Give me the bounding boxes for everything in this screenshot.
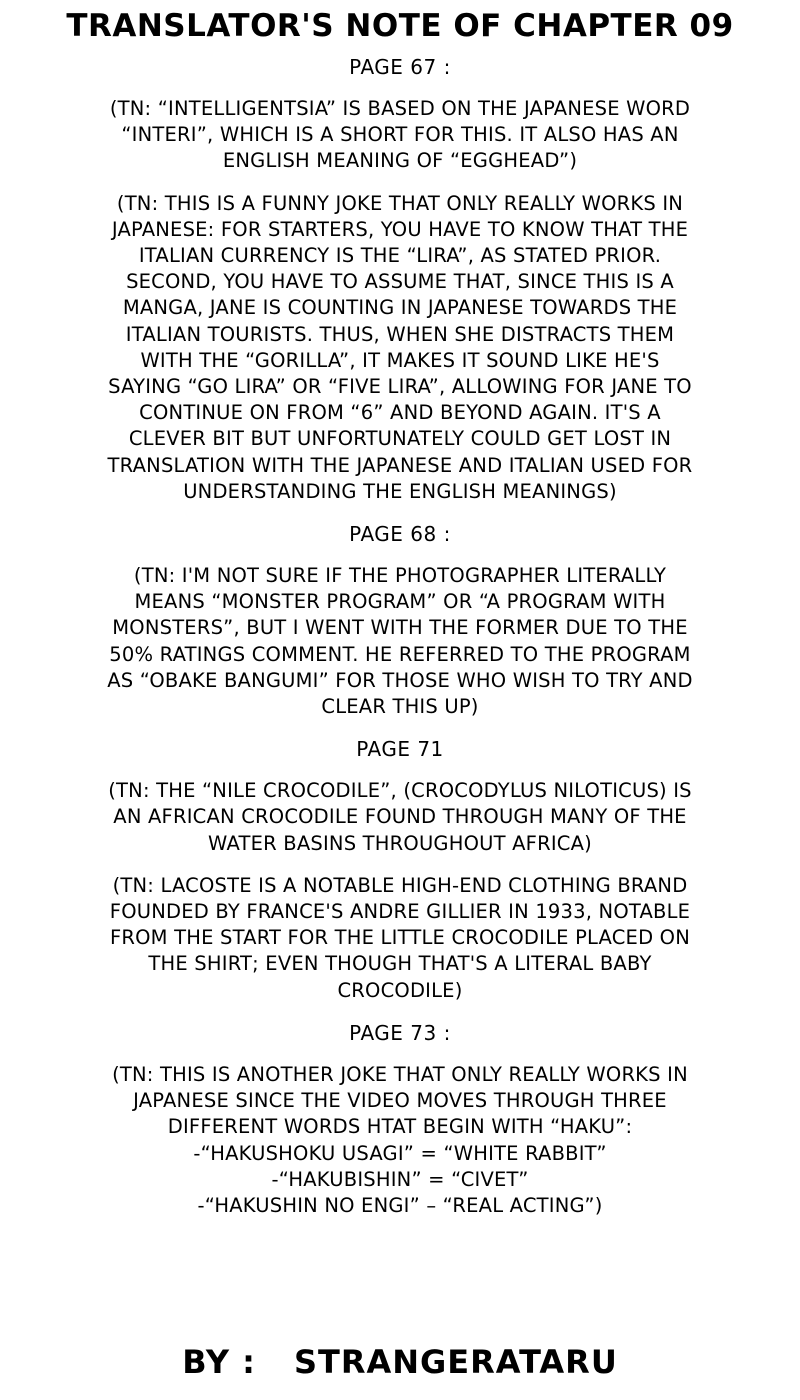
note-line: (TN: “INTELLIGENTSIA” IS BASED ON THE JAPANESE WORD (109, 97, 691, 120)
translator-note (14, 778, 786, 857)
note-line: AS “OBAKE BANGUMI” FOR THOSE WHO WISH TO TRY AND (107, 668, 693, 692)
note-line: -“HAKUSHOKU USAGI” = “WHITE RABBIT” (193, 1141, 607, 1165)
note-line: CLEAR THIS UP) (321, 695, 479, 719)
translator-note (14, 191, 786, 505)
note-line: AN AFRICAN CROCODILE FOUND THROUGH MANY OF THE (113, 805, 687, 829)
page-label: PAGE 71 (356, 737, 444, 762)
note-line: JAPANESE SINCE THE VIDEO MOVES THROUGH THREE (133, 1089, 667, 1113)
page-label: PAGE 73 : (349, 1020, 451, 1045)
byline-name: STRANGERATARU (293, 1343, 618, 1381)
byline-label: BY : (182, 1343, 256, 1381)
note-line: MANGA, JANE IS COUNTING IN JAPANESE TOWARDS THE (122, 296, 678, 320)
note-line: (TN: I'M NOT SURE IF THE PHOTOGRAPHER LITERALLY (133, 564, 667, 588)
page-label: PAGE 68 : (349, 522, 451, 547)
note-line: -“HAKUSHIN NO ENGI” – “REAL ACTING”) (197, 1193, 603, 1217)
note-line: THE SHIRT; EVEN THOUGH THAT'S A LITERAL BABY (148, 952, 652, 976)
translator-note (14, 563, 786, 720)
note-line: SAYING “GO LIRA” OR “FIVE LIRA”, ALLOWING FOR JANE TO (108, 375, 692, 399)
note-line: SECOND, YOU HAVE TO ASSUME THAT, SINCE THIS IS A (126, 270, 674, 294)
translator-note (14, 873, 786, 1004)
note-line: (TN: LACOSTE IS A NOTABLE HIGH-END CLOTHING BRAND (112, 873, 688, 897)
byline (0, 1342, 800, 1382)
note-line: ENGLISH MEANING OF “EGGHEAD”) (222, 149, 578, 173)
note-line: MEANS “MONSTER PROGRAM” OR “A PROGRAM WITH (134, 590, 666, 614)
note-line: TRANSLATION WITH THE JAPANESE AND ITALIAN USED FOR (107, 453, 693, 477)
note-line: FROM THE START FOR THE LITTLE CROCODILE PLACED ON (109, 926, 691, 950)
note-line: CLEVER BIT BUT UNFORTUNATELY COULD GET LOST IN (128, 427, 672, 451)
note-line: ITALIAN TOURISTS. THUS, WHEN SHE DISTRACTS THEM (125, 322, 675, 346)
notes-container (14, 54, 786, 1219)
note-line: MONSTERS”, BUT I WENT WITH THE FORMER DUE TO THE (112, 616, 688, 640)
page-title: TRANSLATOR'S NOTE OF CHAPTER 09 (66, 8, 734, 44)
note-line: WATER BASINS THROUGHOUT AFRICA) (208, 831, 592, 855)
note-line: UNDERSTANDING THE ENGLISH MEANINGS) (183, 479, 617, 503)
note-line: “INTERI”, WHICH IS A SHORT FOR THIS. IT ALSO HAS AN (121, 123, 679, 147)
note-line: (TN: THIS IS A FUNNY JOKE THAT ONLY REALLY WORKS IN (116, 191, 684, 215)
page-label: PAGE 67 : (349, 55, 451, 79)
note-line: JAPANESE: FOR STARTERS, YOU HAVE TO KNOW THAT THE (111, 217, 689, 241)
translator-note (14, 96, 786, 175)
note-line: ITALIAN CURRENCY IS THE “LIRA”, AS STATED PRIOR. (138, 244, 662, 268)
note-line: DIFFERENT WORDS HTAT BEGIN WITH “HAKU”: (167, 1115, 633, 1139)
note-line: (TN: THIS IS ANOTHER JOKE THAT ONLY REALLY WORKS IN (112, 1062, 688, 1086)
translator-note (14, 1062, 786, 1219)
note-line: WITH THE “GORILLA”, IT MAKES IT SOUND LIKE HE'S (140, 348, 660, 372)
note-line: 50% RATINGS COMMENT. HE REFERRED TO THE PROGRAM (109, 642, 691, 666)
note-line: CONTINUE ON FROM “6” AND BEYOND AGAIN. IT'S A (139, 401, 661, 425)
note-line: FOUNDED BY FRANCE'S ANDRE GILLIER IN 1933, NOTABLE (109, 900, 691, 924)
note-line: -“HAKUBISHIN” = “CIVET” (271, 1167, 529, 1191)
note-line: (TN: THE “NILE CROCODILE”, (CROCODYLUS NILOTICUS) IS (108, 779, 692, 803)
note-line: CROCODILE) (337, 978, 463, 1002)
